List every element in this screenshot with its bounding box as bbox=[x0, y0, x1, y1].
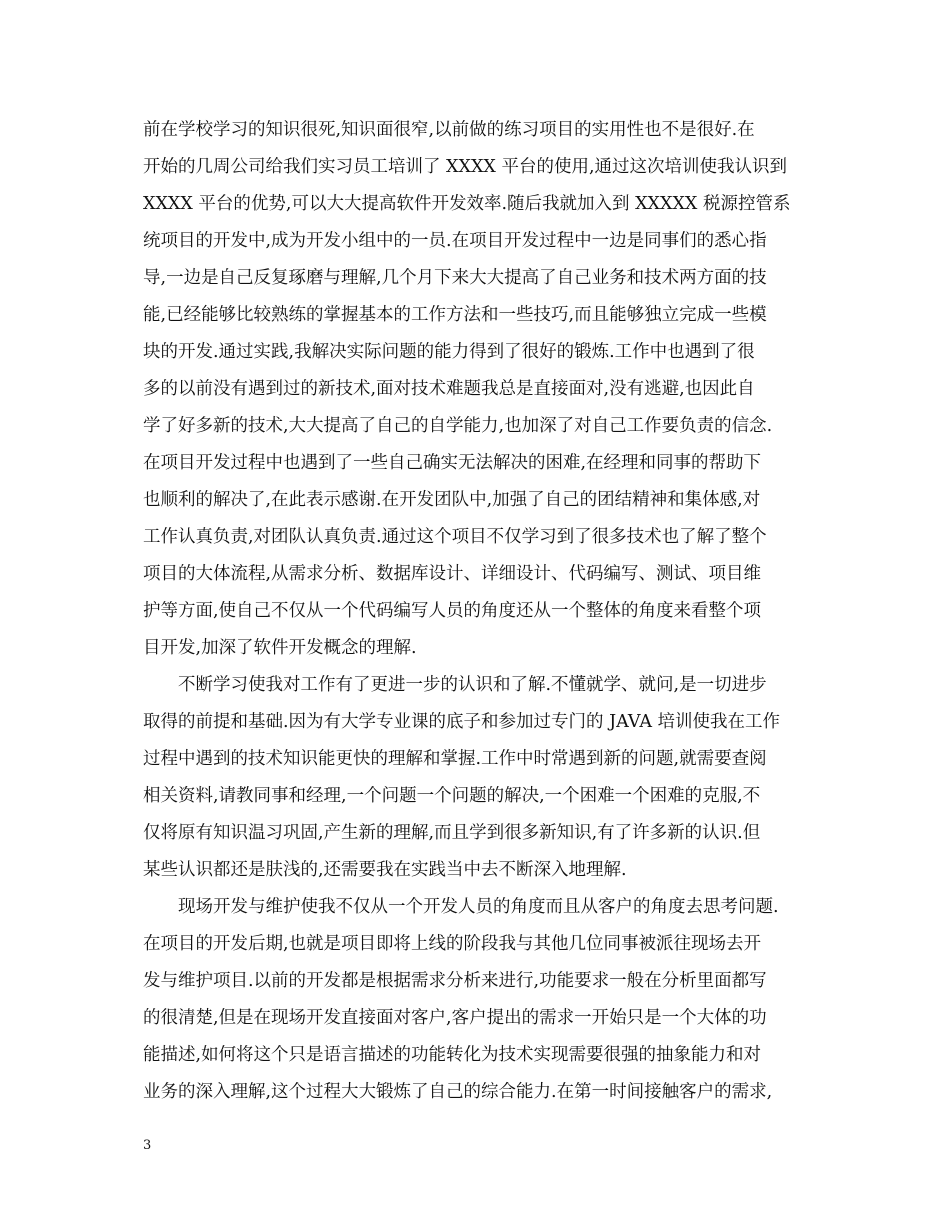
text-line: 过程中遇到的技术知识能更快的理解和掌握.工作中时常遇到新的问题,就需要查阅 bbox=[143, 749, 767, 769]
text-line: 工作认真负责,对团队认真负责.通过这个项目不仅学习到了很多技术也了解了整个 bbox=[143, 527, 767, 547]
text-line: 能描述,如何将这个只是语言描述的功能转化为技术实现需要很强的抽象能力和对 bbox=[143, 1045, 762, 1065]
text-line: 取得的前提和基础.因为有大学专业课的底子和参加过专门的 JAVA 培训使我在工作 bbox=[143, 712, 781, 732]
text-line: 仅将原有知识温习巩固,产生新的理解,而且学到很多新知识,有了许多新的认识.但 bbox=[143, 823, 761, 843]
paragraph-first-line: 不断学习使我对工作有了更进一步的认识和了解.不懂就学、就问,是一切进步 bbox=[178, 675, 767, 695]
document-body bbox=[143, 112, 823, 1111]
text-line: 护等方面,使自己不仅从一个代码编写人员的角度还从一个整体的角度来看整个项 bbox=[143, 601, 762, 621]
text-line: 目开发,加深了软件开发概念的理解. bbox=[143, 638, 417, 658]
text-line: 某些认识都还是肤浅的,还需要我在实践当中去不断深入地理解. bbox=[143, 860, 627, 880]
text-line: 在项目的开发后期,也就是项目即将上线的阶段我与其他几位同事被派往现场去开 bbox=[143, 934, 762, 954]
text-line: 的很清楚,但是在现场开发直接面对客户,客户提出的需求一开始只是一个大体的功 bbox=[143, 1008, 767, 1028]
text-line: 统项目的开发中,成为开发小组中的一员.在项目开发过程中一边是同事们的悉心指 bbox=[143, 231, 767, 251]
page-number: 3 bbox=[143, 1138, 152, 1153]
text-line: 多的以前没有遇到过的新技术,面对技术难题我总是直接面对,没有逃避,也因此自 bbox=[143, 379, 755, 399]
text-line: 在项目开发过程中也遇到了一些自己确实无法解决的困难,在经理和同事的帮助下 bbox=[143, 453, 762, 473]
text-line: 前在学校学习的知识很死,知识面很窄,以前做的练习项目的实用性也不是很好.在 bbox=[143, 120, 755, 140]
paragraph-first-line: 现场开发与维护使我不仅从一个开发人员的角度而且从客户的角度去思考问题. bbox=[178, 897, 779, 917]
text-line: 块的开发.通过实践,我解决实际问题的能力得到了很好的锻炼.工作中也遇到了很 bbox=[143, 342, 755, 362]
text-line: 也顺利的解决了,在此表示感谢.在开发团队中,加强了自己的团结精神和集体感,对 bbox=[143, 490, 761, 510]
text-line: 学了好多新的技术,大大提高了自己的自学能力,也加深了对自己工作要负责的信念. bbox=[143, 416, 773, 436]
text-line: 导,一边是自己反复琢磨与理解,几个月下来大大提高了自己业务和技术两方面的技 bbox=[143, 268, 767, 288]
text-line: 发与维护项目.以前的开发都是根据需求分析来进行,功能要求一般在分析里面都写 bbox=[143, 971, 767, 991]
text-line: XXXX 平台的优势,可以大大提高软件开发效率.随后我就加入到 XXXXX 税源控管系 bbox=[143, 194, 791, 214]
text-line: 项目的大体流程,从需求分析、数据库设计、详细设计、代码编写、测试、项目维 bbox=[143, 564, 762, 584]
text-line: 开始的几周公司给我们实习员工培训了 XXXX 平台的使用,通过这次培训使我认识到 bbox=[143, 157, 788, 177]
text-line: 相关资料,请教同事和经理,一个问题一个问题的解决,一个困难一个困难的克服,不 bbox=[143, 786, 761, 806]
text-line: 能,已经能够比较熟练的掌握基本的工作方法和一些技巧,而且能够独立完成一些模 bbox=[143, 305, 767, 325]
text-line: 业务的深入理解,这个过程大大锻炼了自己的综合能力.在第一时间接触客户的需求, bbox=[143, 1082, 773, 1102]
